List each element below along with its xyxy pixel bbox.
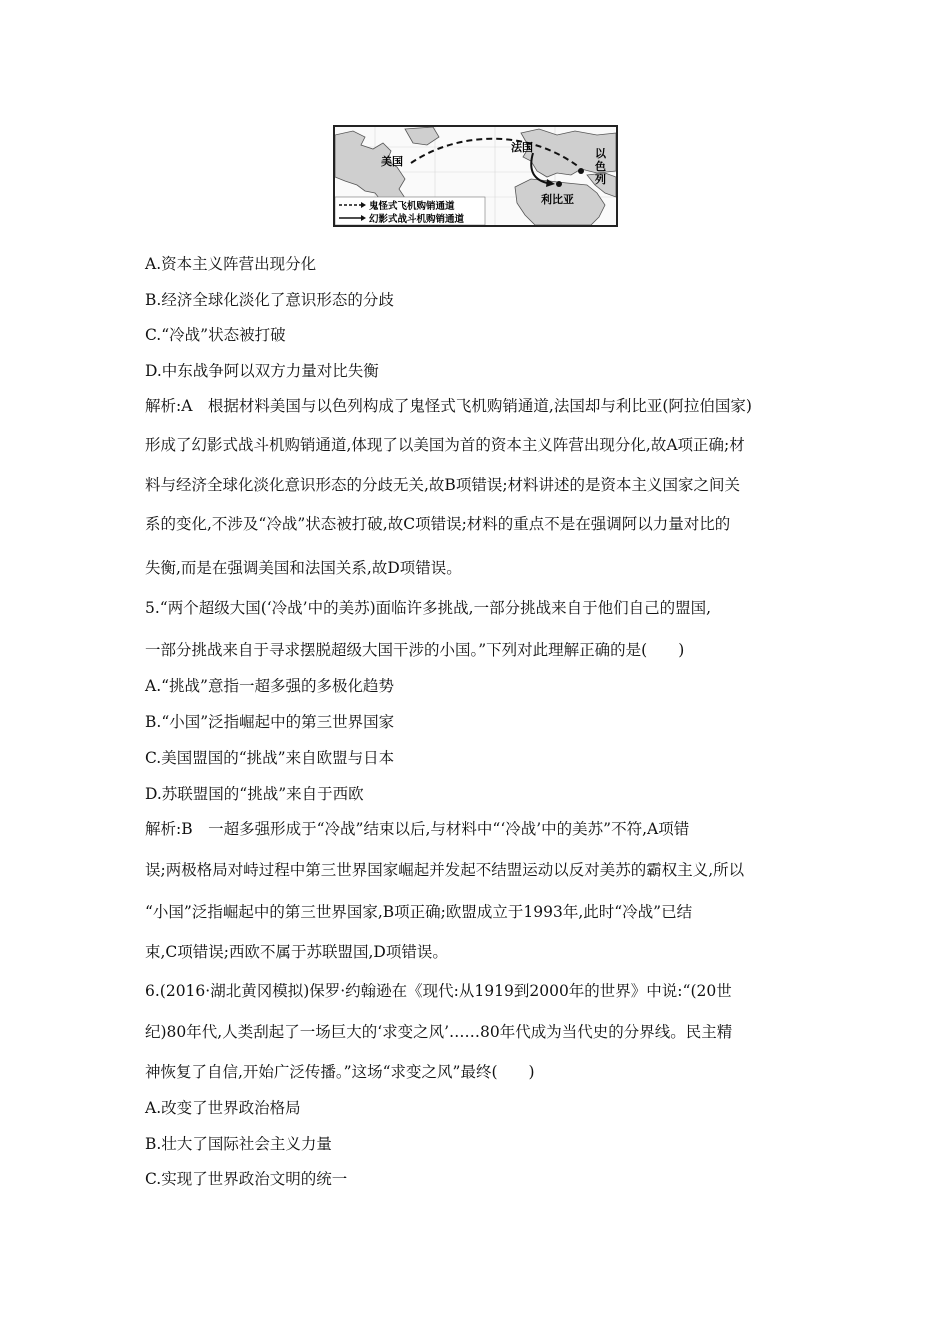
q6-stem-line: 6.(2016·湖北黄冈模拟)保罗·约翰逊在《现代:从1919到2000年的世界》中说:“(20世 <box>145 982 732 1000</box>
legend-dashed-label: 鬼怪式飞机购销通道 <box>369 201 455 212</box>
israel-marker <box>578 168 584 174</box>
q5-option-c: C.美国盟国的“挑战”来自欧盟与日本 <box>145 749 395 767</box>
q4-option-b: B.经济全球化淡化了意识形态的分歧 <box>145 291 394 309</box>
q4-analysis-line: 解析:A 根据材料美国与以色列构成了鬼怪式飞机购销通道,法国却与利比亚(阿拉伯国家) <box>145 397 752 415</box>
greenland-landmass <box>405 127 439 145</box>
q4-analysis-line: 形成了幻影式战斗机购销通道,体现了以美国为首的资本主义阵营出现分化,故A项正确;材 <box>145 436 745 454</box>
q4-option-c: C.“冷战”状态被打破 <box>145 326 286 344</box>
q6-option-b: B.壮大了国际社会主义力量 <box>145 1135 332 1153</box>
q4-analysis-line: 系的变化,不涉及“冷战”状态被打破,故C项错误;材料的重点不是在强调阿以力量对比的 <box>145 515 731 533</box>
q6-option-a: A.改变了世界政治格局 <box>145 1099 301 1117</box>
q5-analysis-line: 解析:B 一超多强形成于“冷战”结束以后,与材料中“‘冷战’中的美苏”不符,A项错 <box>145 820 690 838</box>
q5-analysis-line: “小国”泛指崛起中的第三世界国家,B项正确;欧盟成立于1993年,此时“冷战”已结 <box>145 903 693 921</box>
q5-option-a: A.“挑战”意指一超多强的多极化趋势 <box>145 677 394 695</box>
q6-option-c: C.实现了世界政治文明的统一 <box>145 1170 348 1188</box>
q6-stem-line: 纪)80年代,人类刮起了一场巨大的‘求变之风’……80年代成为当代史的分界线。民主精 <box>145 1023 733 1041</box>
q4-analysis-line: 料与经济全球化淡化意识形态的分歧无关,故B项错误;材料讲述的是资本主义国家之间关 <box>145 476 741 494</box>
q5-analysis-line: 误;两极格局对峙过程中第三世界国家崛起并发起不结盟运动以反对美苏的霸权主义,所以 <box>145 861 745 879</box>
libya-marker <box>556 181 562 187</box>
q5-stem-line: 一部分挑战来自于寻求摆脱超级大国干涉的小国。”下列对此理解正确的是( ) <box>145 641 685 659</box>
q5-analysis-line: 束,C项错误;西欧不属于苏联盟国,D项错误。 <box>145 943 448 961</box>
legend-solid-label: 幻影式战斗机购销通道 <box>369 214 465 225</box>
label-usa: 美国 <box>381 155 403 168</box>
north-america-landmass <box>335 131 407 207</box>
q6-stem-line: 神恢复了自信,开始广泛传播。”这场“求变之风”最终( ) <box>145 1063 535 1081</box>
q5-option-d: D.苏联盟国的“挑战”来自于西欧 <box>145 785 364 803</box>
label-israel: 以 色 列 <box>595 147 606 186</box>
q4-option-d: D.中东战争阿以双方力量对比失衡 <box>145 362 379 380</box>
q4-option-a: A.资本主义阵营出现分化 <box>145 255 317 273</box>
q4-analysis-line: 失衡,而是在强调美国和法国关系,故D项错误。 <box>145 559 462 577</box>
label-libya: 利比亚 <box>541 193 574 206</box>
q5-stem-line: 5.“两个超级大国(‘冷战’中的美苏)面临许多挑战,一部分挑战来自于他们自己的盟国, <box>145 599 712 617</box>
q5-option-b: B.“小国”泛指崛起中的第三世界国家 <box>145 713 395 731</box>
map-figure <box>335 127 616 225</box>
label-france: 法国 <box>511 141 533 154</box>
arms-trade-map <box>333 125 618 227</box>
